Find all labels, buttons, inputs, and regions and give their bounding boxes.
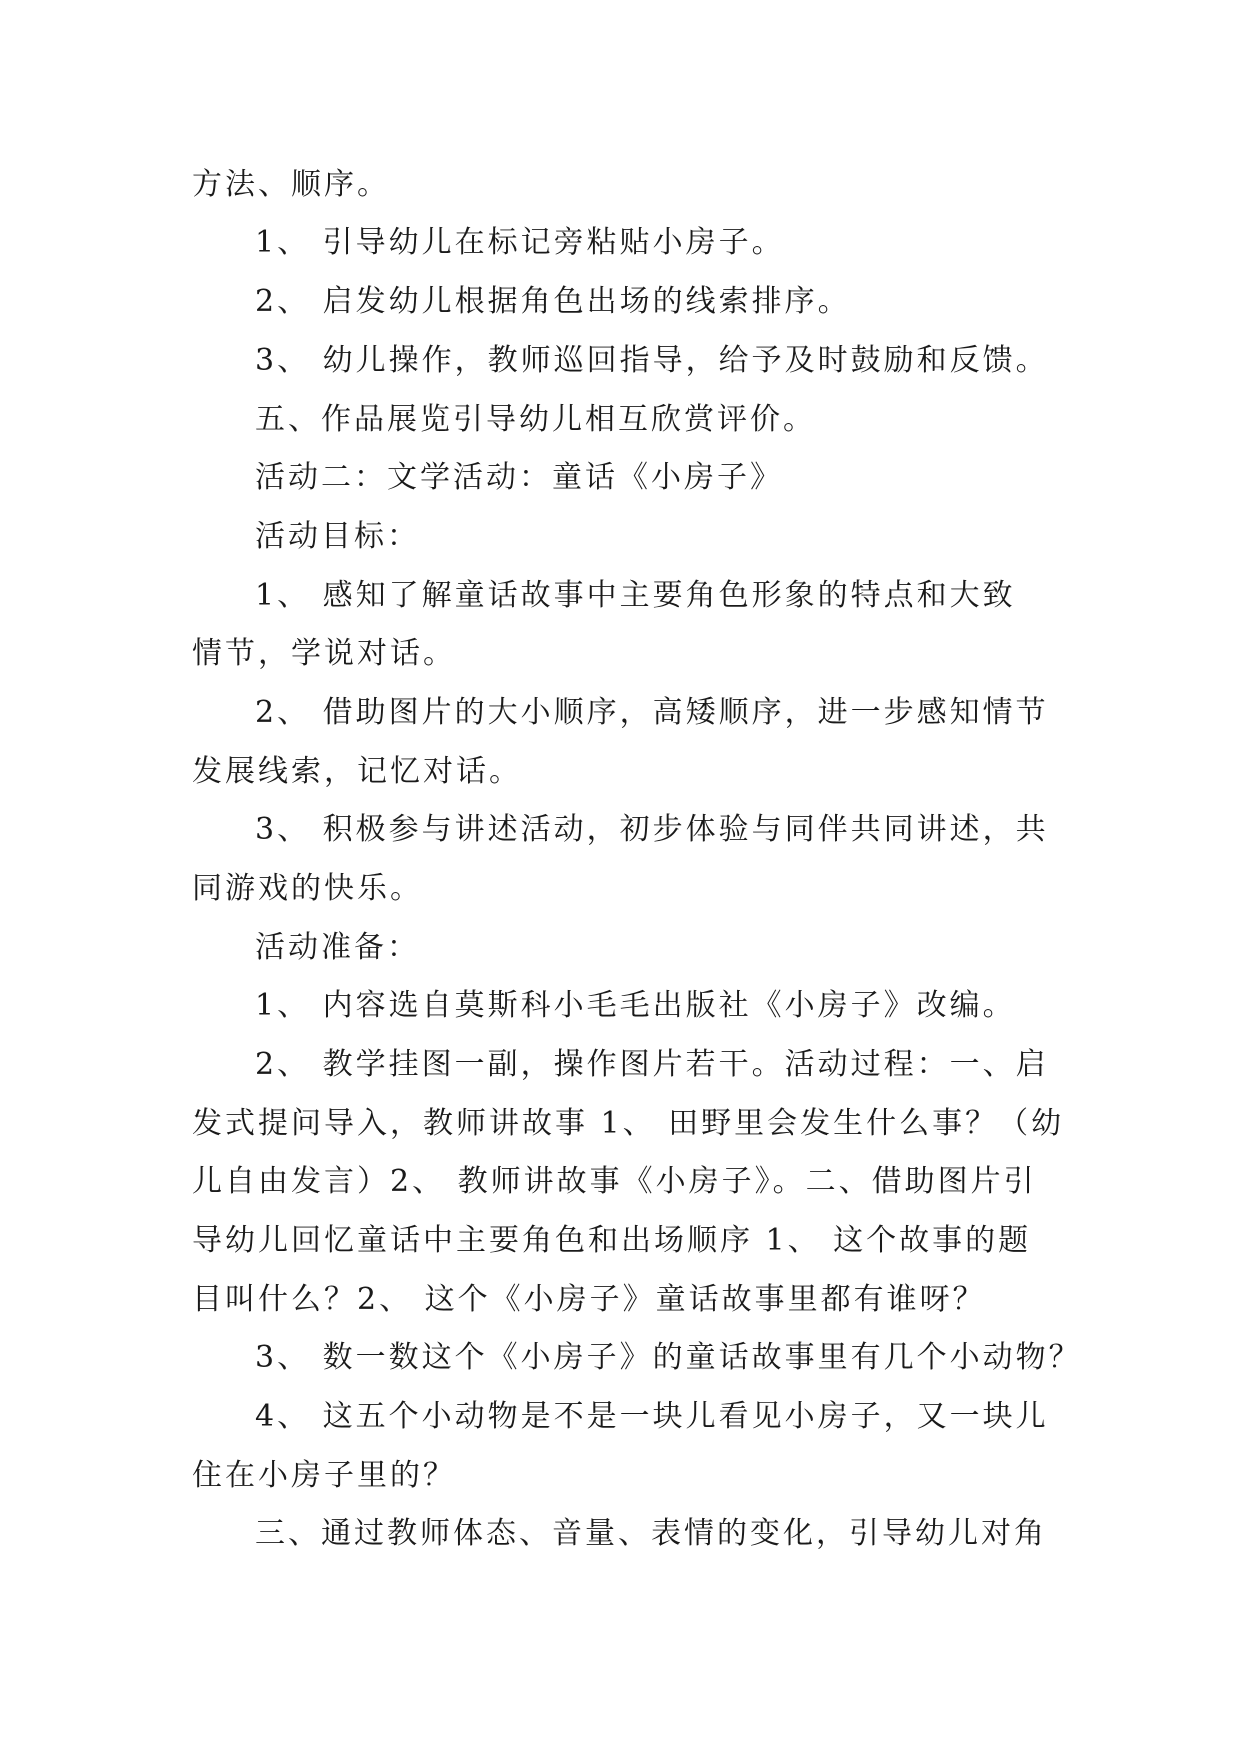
text-line: 2、 启发幼儿根据角色出场的线索排序。 xyxy=(255,284,851,319)
text-line: 情节，学说对话。 xyxy=(192,636,456,671)
text-line: 方法、顺序。 xyxy=(192,167,390,202)
text-line: 发展线索，记忆对话。 xyxy=(192,754,522,789)
text-line: 3、 幼儿操作，教师巡回指导，给予及时鼓励和反馈。 xyxy=(255,343,1049,378)
text-line: 三、通过教师体态、音量、表情的变化，引导幼儿对角 xyxy=(255,1516,1047,1551)
text-line: 1、 内容选自莫斯科小毛毛出版社《小房子》改编。 xyxy=(255,988,1016,1023)
text-line: 住在小房子里的？ xyxy=(192,1458,456,1493)
text-line: 3、 积极参与讲述活动，初步体验与同伴共同讲述，共 xyxy=(255,812,1049,847)
text-line: 4、 这五个小动物是不是一块儿看见小房子，又一块儿 xyxy=(255,1399,1049,1434)
text-line: 活动二：文学活动：童话《小房子》 xyxy=(255,460,783,495)
text-line: 1、 引导幼儿在标记旁粘贴小房子。 xyxy=(255,225,785,260)
text-line: 发式提问导入，教师讲故事 1、 田野里会发生什么事？（幼 xyxy=(192,1106,1065,1141)
text-line: 同游戏的快乐。 xyxy=(192,871,423,906)
text-line: 活动准备： xyxy=(255,930,420,965)
text-line: 2、 借助图片的大小顺序，高矮顺序，进一步感知情节 xyxy=(255,695,1049,730)
text-line: 1、 感知了解童话故事中主要角色形象的特点和大致 xyxy=(255,578,1016,613)
text-line: 五、作品展览引导幼儿相互欣赏评价。 xyxy=(255,402,816,437)
text-line: 活动目标： xyxy=(255,519,420,554)
text-line: 2、 教学挂图一副，操作图片若干。活动过程：一、启 xyxy=(255,1047,1049,1082)
text-line: 儿自由发言）2、 教师讲故事《小房子》。二、借助图片引 xyxy=(192,1164,1037,1199)
text-line: 3、 数一数这个《小房子》的童话故事里有几个小动物？ xyxy=(255,1340,1082,1375)
text-line: 导幼儿回忆童话中主要角色和出场顺序 1、 这个故事的题 xyxy=(192,1223,1032,1258)
text-line: 目叫什么？2、 这个《小房子》童话故事里都有谁呀？ xyxy=(192,1282,986,1317)
